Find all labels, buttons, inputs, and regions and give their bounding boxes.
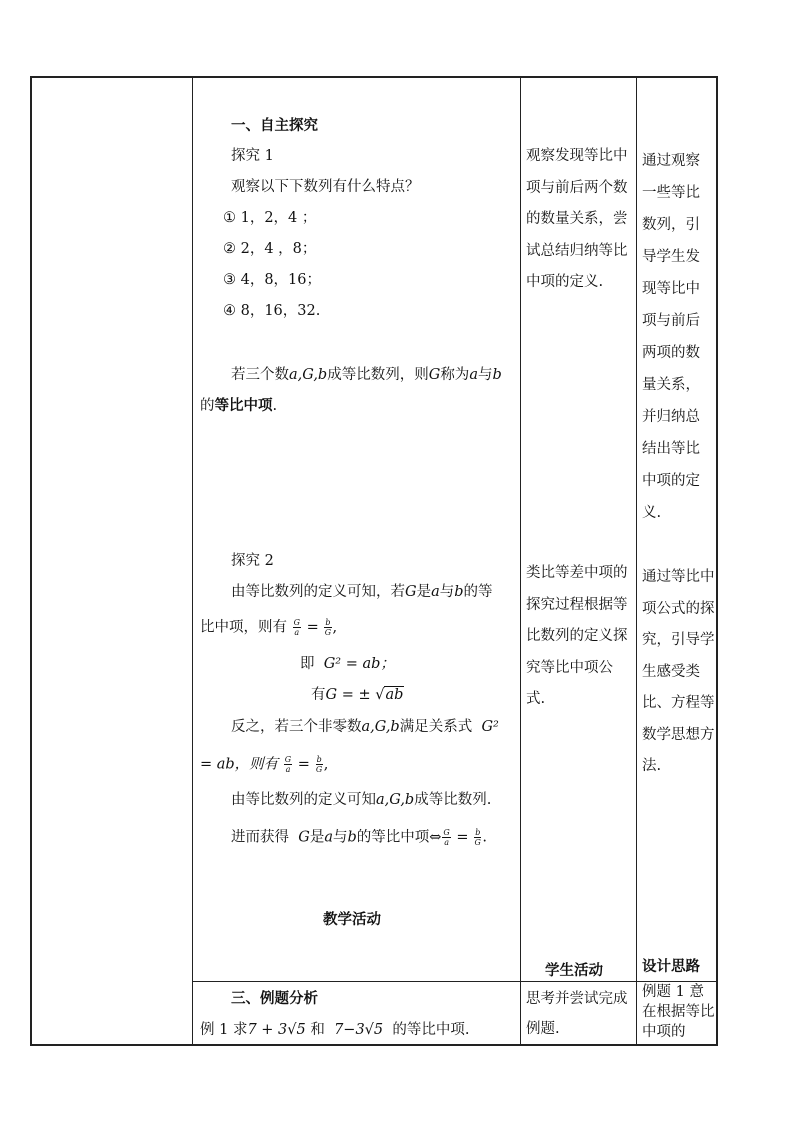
sequence-1: ① 1，2，4 ； — [223, 210, 317, 226]
design-rationale-3: 例题 1 意在根据等比中项的 — [642, 984, 715, 1040]
col-divider-3 — [636, 78, 637, 1044]
explore-1-label: 探究 1 — [231, 148, 274, 164]
definition-line-2: 的等比中项. — [200, 397, 278, 414]
header-teaching-activity: 教学活动 — [323, 911, 381, 928]
student-activity-2: 类比等差中项的探究过程根据等比数列的定义探究等比中项公式. — [526, 565, 628, 707]
explore-2-line-8: 进而获得 G是a与b的等比中项⇔ $\frac{G}{a}$ = $\frac{b}{G}$ . — [231, 828, 487, 847]
header-design-rationale: 设计思路 — [642, 958, 700, 975]
header-student-activity: 学生活动 — [545, 962, 603, 979]
design-rationale-1: 通过观察一些等比数列，引导学生发现等比中项与前后两项的数量关系，并归纳总结出等比中项的定义. — [642, 153, 700, 521]
sequence-3: ③ 4，8，16； — [223, 272, 322, 288]
example-1: 例 1 求7 + 3√5 和 7−3√5 的等比中项. — [200, 1022, 470, 1038]
design-rationale-2: 通过等比中项公式的探究，引导学生感受类比、方程等数学思想方法. — [642, 569, 715, 774]
col-divider-1 — [192, 78, 193, 1044]
explore-1-question: 观察以下下数列有什么特点？ — [231, 179, 420, 195]
explore-2-line-6: = ab，则有 $\frac{G}{a}$ = $\frac{b}{G}$ , — [200, 755, 329, 774]
definition-line-1: 若三个数a,G,b成等比数列，则G称为a与b — [231, 367, 502, 383]
sequence-4: ④ 8，16，32. — [223, 303, 321, 319]
row-divider — [192, 981, 716, 982]
student-activity-1: 观察发现等比中项与前后两个数的数量关系，尝试总结归纳等比中项的定义. — [526, 148, 628, 290]
section-heading-3: 三、例题分析 — [231, 990, 318, 1007]
section-heading-1: 一、自主探究 — [231, 117, 318, 134]
explore-2-line-5: 反之，若三个非零数a,G,b满足关系式 G² — [231, 719, 499, 735]
explore-2-line-2: 比中项，则有 $\frac{G}{a}$ = $\frac{b}{G}$ , — [200, 618, 338, 637]
student-activity-3: 思考并尝试完成例题. — [526, 991, 628, 1037]
explore-2-line-7: 由等比数列的定义可知a,G,b成等比数列. — [231, 792, 492, 808]
explore-2-line-3: 即 G² = ab； — [300, 656, 395, 672]
sequence-2: ② 2，4 ，8； — [223, 241, 317, 257]
col-divider-2 — [520, 78, 521, 1044]
explore-2-line-1: 由等比数列的定义可知，若G是a与b的等 — [231, 584, 493, 600]
explore-2-label: 探究 2 — [231, 553, 274, 569]
explore-2-line-4: 有G = ± √ab — [311, 687, 404, 703]
